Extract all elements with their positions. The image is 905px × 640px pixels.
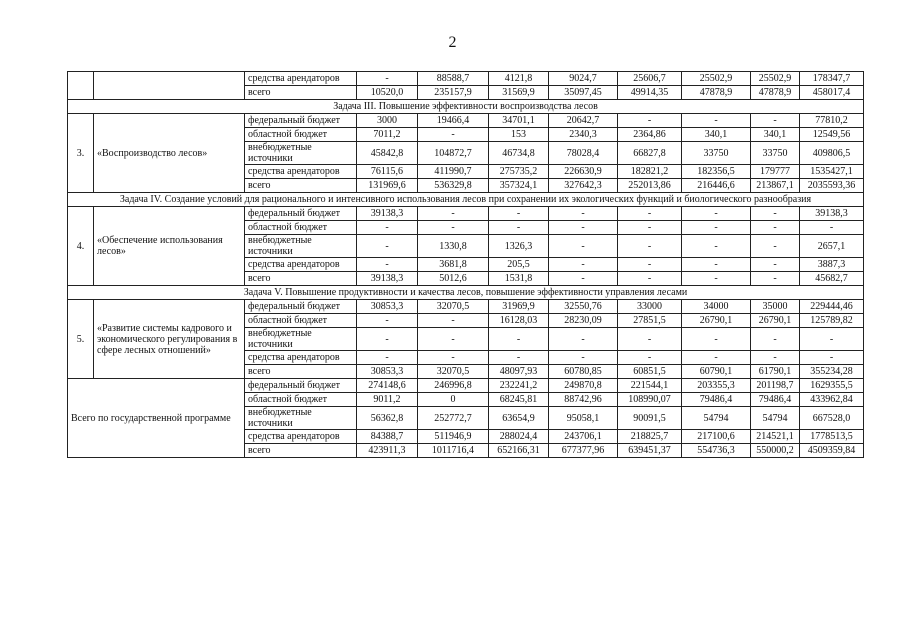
value-cell: -: [489, 207, 549, 221]
table-row: [68, 72, 864, 86]
value-cell: 32070,5: [418, 365, 489, 379]
task-header-row: [68, 286, 864, 300]
value-cell: 88588,7: [418, 72, 489, 86]
table-row: [68, 114, 864, 128]
funding-source-cell: областной бюджет: [245, 128, 357, 142]
value-cell: 9011,2: [357, 393, 418, 407]
value-cell: 1330,8: [418, 235, 489, 258]
value-cell: 246996,8: [418, 379, 489, 393]
value-cell: 249870,8: [549, 379, 618, 393]
value-cell: 4509359,84: [800, 444, 864, 458]
row-index-cell: 3.: [68, 114, 94, 193]
value-cell: -: [489, 351, 549, 365]
funding-source-cell: федеральный бюджет: [245, 207, 357, 221]
program-name-cell: «Воспроизводство лесов»: [94, 114, 245, 193]
value-cell: 46734,8: [489, 142, 549, 165]
value-cell: 205,5: [489, 258, 549, 272]
table-row: [68, 300, 864, 314]
value-cell: -: [549, 207, 618, 221]
row-index-cell: [68, 72, 94, 100]
value-cell: -: [800, 328, 864, 351]
value-cell: 5012,6: [418, 272, 489, 286]
value-cell: -: [618, 235, 682, 258]
funding-source-cell: средства арендаторов: [245, 72, 357, 86]
value-cell: -: [549, 351, 618, 365]
value-cell: 77810,2: [800, 114, 864, 128]
value-cell: 47878,9: [682, 86, 751, 100]
value-cell: 60790,1: [682, 365, 751, 379]
value-cell: 33750: [751, 142, 800, 165]
value-cell: 1011716,4: [418, 444, 489, 458]
program-name-cell: «Обеспечение использования лесов»: [94, 207, 245, 286]
value-cell: 213867,1: [751, 179, 800, 193]
value-cell: -: [682, 114, 751, 128]
value-cell: 25502,9: [751, 72, 800, 86]
value-cell: 54794: [751, 407, 800, 430]
value-cell: -: [618, 272, 682, 286]
value-cell: 327642,3: [549, 179, 618, 193]
value-cell: 39138,3: [357, 207, 418, 221]
value-cell: 27851,5: [618, 314, 682, 328]
value-cell: 409806,5: [800, 142, 864, 165]
value-cell: -: [549, 221, 618, 235]
funding-source-cell: внебюджетные источники: [245, 142, 357, 165]
value-cell: 2035593,36: [800, 179, 864, 193]
budget-table: [67, 71, 864, 458]
value-cell: 39138,3: [800, 207, 864, 221]
value-cell: -: [357, 351, 418, 365]
value-cell: 511946,9: [418, 430, 489, 444]
value-cell: 76115,6: [357, 165, 418, 179]
value-cell: 3681,8: [418, 258, 489, 272]
value-cell: 33000: [618, 300, 682, 314]
funding-source-cell: областной бюджет: [245, 393, 357, 407]
value-cell: 35000: [751, 300, 800, 314]
value-cell: -: [751, 328, 800, 351]
row-index-cell: 5.: [68, 300, 94, 379]
value-cell: -: [618, 351, 682, 365]
value-cell: 95058,1: [549, 407, 618, 430]
value-cell: 34701,1: [489, 114, 549, 128]
funding-source-cell: всего: [245, 179, 357, 193]
value-cell: -: [357, 314, 418, 328]
funding-source-cell: областной бюджет: [245, 314, 357, 328]
value-cell: 33750: [682, 142, 751, 165]
value-cell: 226630,9: [549, 165, 618, 179]
value-cell: 3000: [357, 114, 418, 128]
value-cell: 252772,7: [418, 407, 489, 430]
row-index-cell: 4.: [68, 207, 94, 286]
value-cell: -: [751, 221, 800, 235]
value-cell: 125789,82: [800, 314, 864, 328]
value-cell: 179777: [751, 165, 800, 179]
value-cell: 217100,6: [682, 430, 751, 444]
value-cell: -: [357, 72, 418, 86]
value-cell: 252013,86: [618, 179, 682, 193]
value-cell: -: [682, 328, 751, 351]
funding-source-cell: внебюджетные источники: [245, 328, 357, 351]
funding-source-cell: средства арендаторов: [245, 351, 357, 365]
value-cell: 47878,9: [751, 86, 800, 100]
page-number: 2: [448, 34, 457, 51]
value-cell: 677377,96: [549, 444, 618, 458]
value-cell: 2657,1: [800, 235, 864, 258]
value-cell: 1778513,5: [800, 430, 864, 444]
value-cell: 26790,1: [682, 314, 751, 328]
value-cell: 35097,45: [549, 86, 618, 100]
value-cell: -: [751, 351, 800, 365]
value-cell: 16128,03: [489, 314, 549, 328]
value-cell: 411990,7: [418, 165, 489, 179]
value-cell: 61790,1: [751, 365, 800, 379]
value-cell: 48097,93: [489, 365, 549, 379]
funding-source-cell: средства арендаторов: [245, 430, 357, 444]
value-cell: -: [751, 207, 800, 221]
value-cell: 667528,0: [800, 407, 864, 430]
value-cell: 153: [489, 128, 549, 142]
value-cell: 340,1: [682, 128, 751, 142]
value-cell: 32070,5: [418, 300, 489, 314]
value-cell: -: [549, 272, 618, 286]
value-cell: 1326,3: [489, 235, 549, 258]
value-cell: -: [549, 328, 618, 351]
value-cell: -: [357, 235, 418, 258]
task-header-row: [68, 193, 864, 207]
value-cell: 32550,76: [549, 300, 618, 314]
value-cell: 25502,9: [682, 72, 751, 86]
value-cell: 243706,1: [549, 430, 618, 444]
value-cell: -: [489, 328, 549, 351]
value-cell: 0: [418, 393, 489, 407]
value-cell: 355234,28: [800, 365, 864, 379]
funding-source-cell: всего: [245, 272, 357, 286]
value-cell: -: [357, 258, 418, 272]
value-cell: 54794: [682, 407, 751, 430]
value-cell: 26790,1: [751, 314, 800, 328]
value-cell: -: [751, 258, 800, 272]
value-cell: 45682,7: [800, 272, 864, 286]
value-cell: -: [682, 351, 751, 365]
value-cell: -: [751, 235, 800, 258]
value-cell: -: [751, 272, 800, 286]
value-cell: 88742,96: [549, 393, 618, 407]
value-cell: 1531,8: [489, 272, 549, 286]
value-cell: 31969,9: [489, 300, 549, 314]
value-cell: 12549,56: [800, 128, 864, 142]
value-cell: 550000,2: [751, 444, 800, 458]
value-cell: 19466,4: [418, 114, 489, 128]
value-cell: 78028,4: [549, 142, 618, 165]
value-cell: 68245,81: [489, 393, 549, 407]
value-cell: 214521,1: [751, 430, 800, 444]
value-cell: -: [682, 258, 751, 272]
value-cell: 235157,9: [418, 86, 489, 100]
value-cell: 3887,3: [800, 258, 864, 272]
value-cell: -: [418, 314, 489, 328]
value-cell: 218825,7: [618, 430, 682, 444]
value-cell: -: [751, 114, 800, 128]
value-cell: 56362,8: [357, 407, 418, 430]
value-cell: 10520,0: [357, 86, 418, 100]
value-cell: 30853,3: [357, 300, 418, 314]
value-cell: -: [682, 221, 751, 235]
value-cell: 79486,4: [751, 393, 800, 407]
value-cell: 7011,2: [357, 128, 418, 142]
value-cell: 49914,35: [618, 86, 682, 100]
value-cell: 60851,5: [618, 365, 682, 379]
value-cell: 340,1: [751, 128, 800, 142]
value-cell: 423911,3: [357, 444, 418, 458]
value-cell: 131969,6: [357, 179, 418, 193]
value-cell: -: [549, 258, 618, 272]
task-title: Задача III. Повышение эффективности воспроизводства лесов: [68, 100, 864, 114]
funding-source-cell: областной бюджет: [245, 221, 357, 235]
value-cell: 30853,3: [357, 365, 418, 379]
value-cell: -: [618, 207, 682, 221]
value-cell: 108990,07: [618, 393, 682, 407]
value-cell: 201198,7: [751, 379, 800, 393]
value-cell: 31569,9: [489, 86, 549, 100]
value-cell: 1629355,5: [800, 379, 864, 393]
value-cell: 458017,4: [800, 86, 864, 100]
value-cell: 288024,4: [489, 430, 549, 444]
value-cell: -: [800, 221, 864, 235]
value-cell: 20642,7: [549, 114, 618, 128]
value-cell: 4121,8: [489, 72, 549, 86]
value-cell: -: [618, 221, 682, 235]
value-cell: -: [682, 235, 751, 258]
table-row: [68, 379, 864, 393]
program-name-cell: «Развитие системы кадрового и экономического регулирования в сфере лесных отношений»: [94, 300, 245, 379]
value-cell: 216446,6: [682, 179, 751, 193]
value-cell: -: [357, 221, 418, 235]
value-cell: -: [418, 328, 489, 351]
value-cell: 221544,1: [618, 379, 682, 393]
value-cell: 274148,6: [357, 379, 418, 393]
value-cell: -: [618, 114, 682, 128]
value-cell: -: [418, 128, 489, 142]
value-cell: -: [418, 351, 489, 365]
value-cell: 9024,7: [549, 72, 618, 86]
value-cell: -: [682, 207, 751, 221]
value-cell: 34000: [682, 300, 751, 314]
value-cell: 229444,46: [800, 300, 864, 314]
value-cell: 45842,8: [357, 142, 418, 165]
value-cell: 2364,86: [618, 128, 682, 142]
value-cell: 2340,3: [549, 128, 618, 142]
value-cell: 182821,2: [618, 165, 682, 179]
value-cell: 104872,7: [418, 142, 489, 165]
task-header-row: [68, 100, 864, 114]
value-cell: 60780,85: [549, 365, 618, 379]
grand-total-label: Всего по государственной программе: [68, 379, 245, 458]
funding-source-cell: федеральный бюджет: [245, 300, 357, 314]
value-cell: 433962,84: [800, 393, 864, 407]
funding-source-cell: федеральный бюджет: [245, 379, 357, 393]
funding-source-cell: средства арендаторов: [245, 258, 357, 272]
value-cell: -: [549, 235, 618, 258]
value-cell: -: [418, 207, 489, 221]
value-cell: 39138,3: [357, 272, 418, 286]
funding-source-cell: внебюджетные источники: [245, 235, 357, 258]
funding-source-cell: всего: [245, 444, 357, 458]
value-cell: 90091,5: [618, 407, 682, 430]
value-cell: 66827,8: [618, 142, 682, 165]
funding-source-cell: всего: [245, 86, 357, 100]
value-cell: 1535427,1: [800, 165, 864, 179]
value-cell: 182356,5: [682, 165, 751, 179]
value-cell: 536329,8: [418, 179, 489, 193]
value-cell: -: [418, 221, 489, 235]
value-cell: -: [357, 328, 418, 351]
value-cell: 554736,3: [682, 444, 751, 458]
value-cell: 203355,3: [682, 379, 751, 393]
funding-source-cell: средства арендаторов: [245, 165, 357, 179]
value-cell: -: [618, 258, 682, 272]
value-cell: -: [682, 272, 751, 286]
value-cell: 79486,4: [682, 393, 751, 407]
value-cell: 84388,7: [357, 430, 418, 444]
value-cell: -: [489, 221, 549, 235]
value-cell: 232241,2: [489, 379, 549, 393]
value-cell: 639451,37: [618, 444, 682, 458]
value-cell: 28230,09: [549, 314, 618, 328]
program-name-cell: [94, 72, 245, 100]
task-title: Задача V. Повышение продуктивности и качества лесов, повышение эффективности управления лесами: [68, 286, 864, 300]
value-cell: -: [800, 351, 864, 365]
funding-source-cell: всего: [245, 365, 357, 379]
value-cell: 357324,1: [489, 179, 549, 193]
value-cell: 652166,31: [489, 444, 549, 458]
value-cell: 25606,7: [618, 72, 682, 86]
value-cell: 178347,7: [800, 72, 864, 86]
funding-source-cell: внебюджетные источники: [245, 407, 357, 430]
value-cell: -: [618, 328, 682, 351]
table-row: [68, 207, 864, 221]
task-title: Задача IV. Создание условий для рационального и интенсивного использования лесов при сохранении их экологических функций и биологического разнообразия: [68, 193, 864, 207]
value-cell: 63654,9: [489, 407, 549, 430]
value-cell: 275735,2: [489, 165, 549, 179]
funding-source-cell: федеральный бюджет: [245, 114, 357, 128]
